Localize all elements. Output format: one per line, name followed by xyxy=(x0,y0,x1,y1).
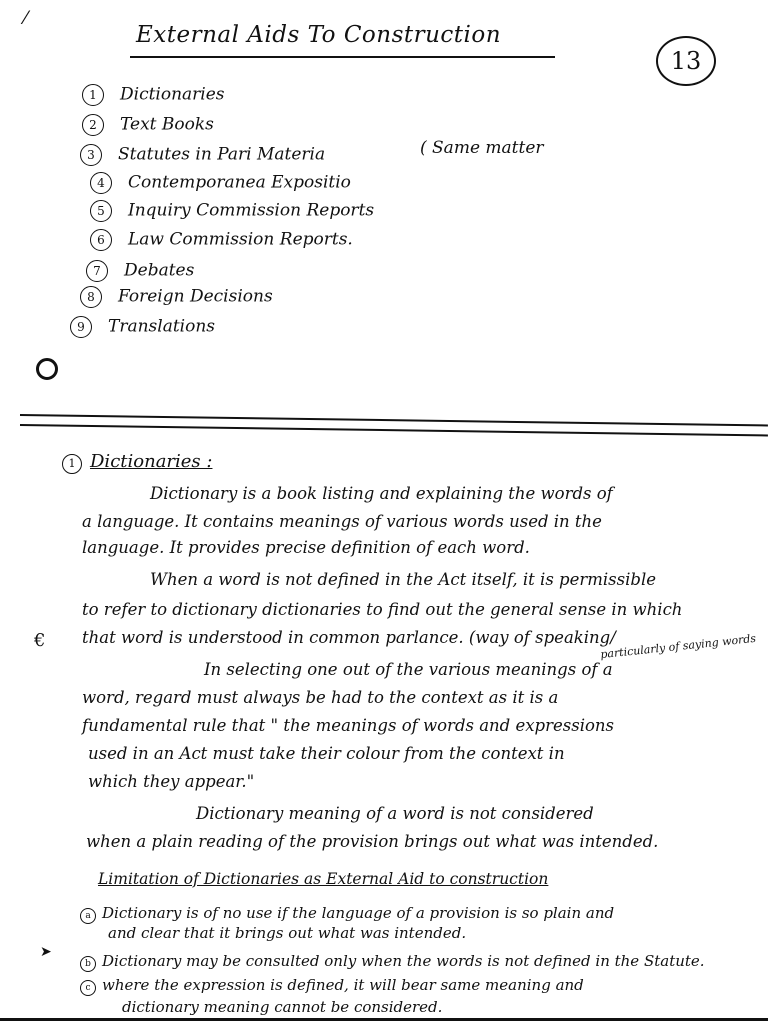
list-number: 4 xyxy=(90,172,112,194)
list-label: Law Commission Reports. xyxy=(128,229,353,250)
side-note: ( Same matter xyxy=(420,138,544,158)
paragraph-line: When a word is not defined in the Act itself, it is permissible xyxy=(150,570,656,589)
list-number: 1 xyxy=(82,84,104,106)
list-item xyxy=(80,286,273,308)
paragraph-line: when a plain reading of the provision brings out what was intended. xyxy=(86,832,659,851)
limitation-item xyxy=(80,952,705,972)
list-item xyxy=(86,260,194,282)
paragraph-line: used in an Act must take their colour from the context in xyxy=(88,744,565,763)
paragraph-line: In selecting one out of the various meanings of a xyxy=(204,660,613,679)
paragraph-line: fundamental rule that " the meanings of words and expressions xyxy=(82,716,615,735)
item-text: Dictionary may be consulted only when the words is not defined in the Statute. xyxy=(102,952,705,970)
limitation-item xyxy=(80,976,584,996)
list-label: Text Books xyxy=(120,114,214,135)
heading-text: Dictionaries : xyxy=(90,451,213,472)
page-bottom-edge xyxy=(0,1018,768,1021)
margin-mark: € xyxy=(34,630,46,651)
paragraph-line: which they appear." xyxy=(88,772,255,791)
paragraph-line: a language. It contains meanings of various words used in the xyxy=(82,512,602,531)
paragraph-line: language. It provides precise definition of each word. xyxy=(82,538,530,557)
list-number: 7 xyxy=(86,260,108,282)
corner-scribble: ⁄ xyxy=(24,8,28,29)
list-label: Translations xyxy=(108,316,216,337)
list-label: Inquiry Commission Reports xyxy=(128,200,375,221)
item-label: b xyxy=(80,956,96,972)
list-item xyxy=(80,144,325,166)
list-label: Debates xyxy=(124,260,195,281)
item-label: c xyxy=(80,980,96,996)
list-label: Foreign Decisions xyxy=(118,286,273,307)
list-label: Dictionaries xyxy=(120,84,225,105)
item-text: Dictionary is of no use if the language of a provision is so plain and xyxy=(102,904,615,922)
heading-number: 1 xyxy=(62,454,82,474)
item-continuation: dictionary meaning cannot be considered. xyxy=(122,998,443,1016)
arrow-mark: ➤ xyxy=(40,944,52,960)
list-number: 8 xyxy=(80,286,102,308)
list-number: 9 xyxy=(70,316,92,338)
list-item xyxy=(82,84,225,106)
page-number: 13 xyxy=(656,36,716,86)
paragraph-line: Dictionary is a book listing and explaining the words of xyxy=(150,484,613,503)
section-heading xyxy=(62,451,212,474)
list-label: Statutes in Pari Materia xyxy=(118,144,326,165)
list-item xyxy=(70,316,215,338)
list-item xyxy=(82,114,214,136)
item-text: where the expression is defined, it will bear same meaning and xyxy=(102,976,584,994)
list-number: 5 xyxy=(90,200,112,222)
page-title: External Aids To Construction xyxy=(136,22,502,48)
paragraph-line: word, regard must always be had to the context as it is a xyxy=(82,688,559,707)
margin-note: particularly of saying words xyxy=(599,631,757,662)
list-item xyxy=(90,200,374,222)
list-number: 6 xyxy=(90,229,112,251)
section-divider xyxy=(20,424,768,436)
list-number: 2 xyxy=(82,114,104,136)
list-number: 3 xyxy=(80,144,102,166)
paragraph-line: Dictionary meaning of a word is not considered xyxy=(196,804,594,823)
title-underline xyxy=(130,56,555,58)
limitation-item xyxy=(80,904,614,924)
punch-hole-mark xyxy=(36,358,58,380)
list-item xyxy=(90,172,351,194)
list-label: Contemporanea Expositio xyxy=(128,172,351,193)
list-item xyxy=(90,229,353,251)
section-divider xyxy=(20,414,768,426)
item-label: a xyxy=(80,908,96,924)
limitation-heading: Limitation of Dictionaries as External Aid to construction xyxy=(98,870,549,888)
paragraph-line: to refer to dictionary dictionaries to find out the general sense in which xyxy=(82,600,683,619)
item-continuation: and clear that it brings out what was intended. xyxy=(108,924,467,942)
paragraph-line: that word is understood in common parlance. (way of speaking/ xyxy=(82,628,616,647)
